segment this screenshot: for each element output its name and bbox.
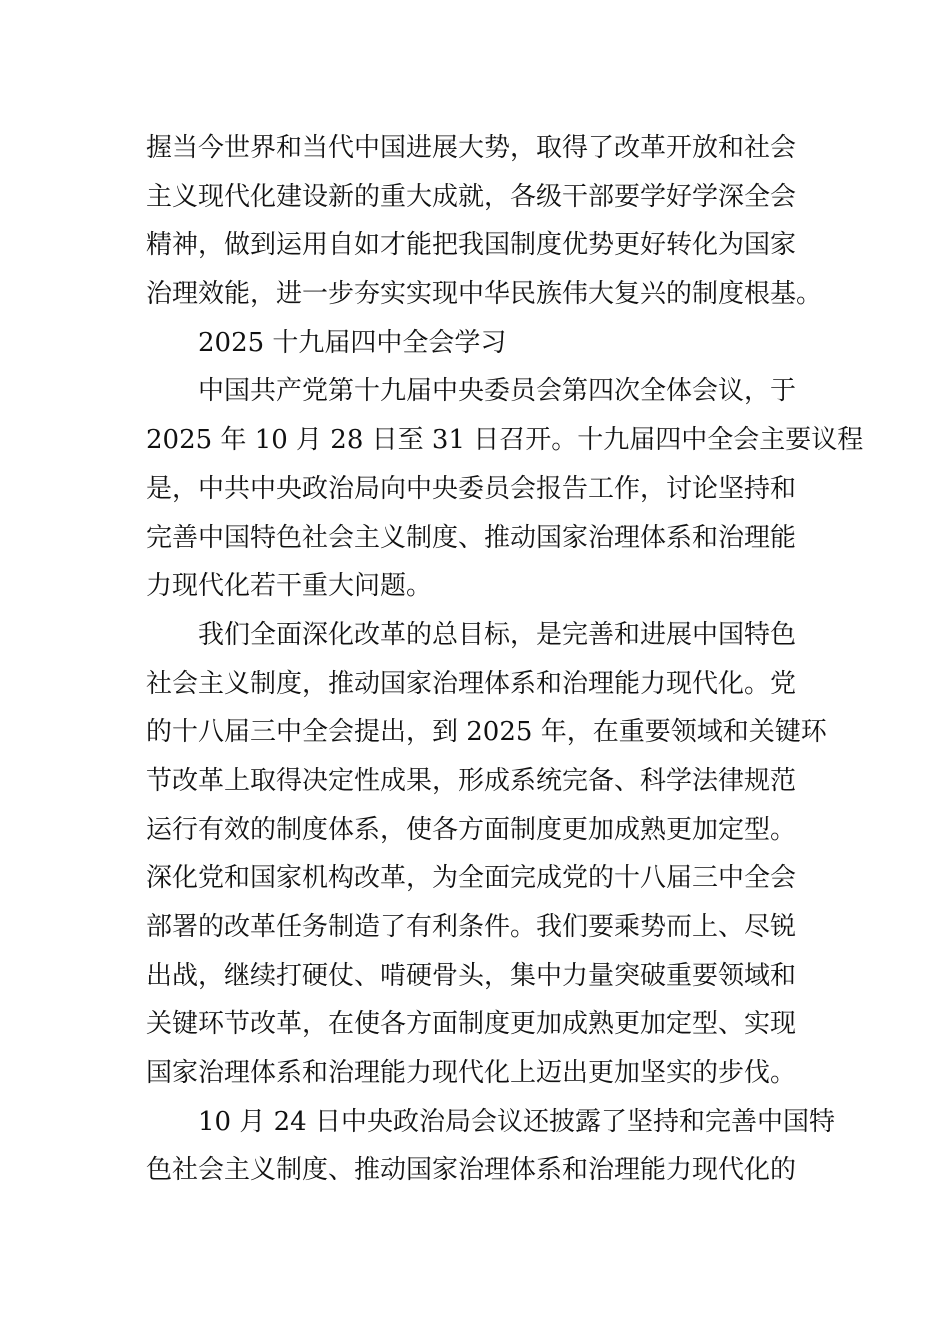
text-line: 是，中共中央政治局向中央委员会报告工作，讨论坚持和 [146, 473, 797, 504]
text-line: 深化党和国家机构改革，为全面完成党的十八届三中全会 [146, 863, 797, 894]
text-line: 2025 十九届四中全会学习 [198, 327, 507, 358]
text-line: 色社会主义制度、推动国家治理体系和治理能力现代化的 [146, 1155, 797, 1186]
text-line: 部署的改革任务制造了有利条件。我们要乘势而上、尽锐 [146, 912, 797, 942]
text-line: 主义现代化建设新的重大成就，各级干部要学好学深全会 [146, 181, 797, 212]
text-line: 的十八届三中全会提出，到 2025 年，在重要领域和关键环 [146, 717, 827, 748]
text-line: 国家治理体系和治理能力现代化上迈出更加坚实的步伐。 [146, 1058, 797, 1089]
text-line: 出战，继续打硬仗、啃硬骨头，集中力量突破重要领域和 [146, 960, 797, 991]
text-line: 节改革上取得决定性成果，形成系统完备、科学法律规范 [146, 765, 797, 796]
text-line: 2025 年 10 月 28 日至 31 日召开。十九届四中全会主要议程 [146, 425, 864, 456]
text-line: 我们全面深化改革的总目标，是完善和进展中国特色 [198, 619, 797, 650]
text-line: 社会主义制度，推动国家治理体系和治理能力现代化。党 [146, 668, 797, 699]
text-line: 握当今世界和当代中国进展大势，取得了改革开放和社会 [146, 133, 797, 163]
text-line: 运行有效的制度体系，使各方面制度更加成熟更加定型。 [146, 814, 797, 845]
text-line: 关键环节改革，在使各方面制度更加成熟更加定型、实现 [146, 1009, 797, 1040]
text-line: 力现代化若干重大问题。 [146, 571, 433, 602]
text-line: 中国共产党第十九届中央委员会第四次全体会议，于 [198, 376, 797, 407]
text-line: 治理效能，进一步夯实实现中华民族伟大复兴的制度根基。 [146, 279, 823, 310]
text-line: 完善中国特色社会主义制度、推动国家治理体系和治理能 [146, 522, 797, 553]
document-body [146, 124, 864, 1195]
text-line: 10 月 24 日中央政治局会议还披露了坚持和完善中国特 [198, 1106, 835, 1137]
text-line: 精神，做到运用自如才能把我国制度优势更好转化为国家 [146, 230, 797, 261]
